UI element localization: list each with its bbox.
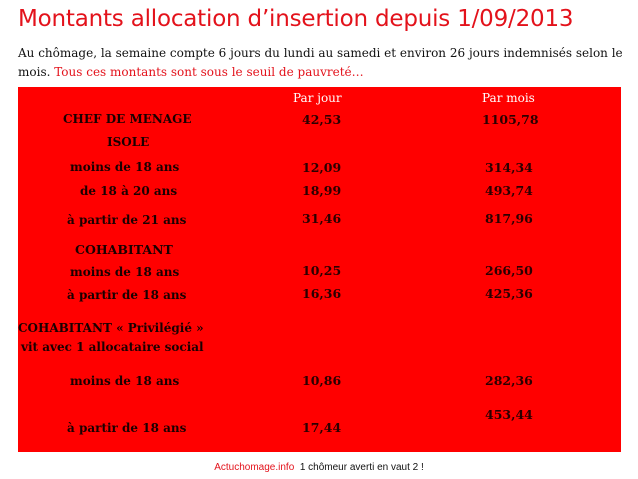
column-header-par-mois: Par mois <box>482 91 535 105</box>
section-sublabel-cohab-privilegie: vit avec 1 allocataire social <box>21 340 204 354</box>
value-isole-moins-18-mois: 314,34 <box>485 160 533 175</box>
row-label-cohab-18: à partir de 18 ans <box>67 288 187 302</box>
section-label-isole: ISOLE <box>107 135 150 149</box>
footer <box>0 462 638 473</box>
value-cohab-moins-18-mois: 266,50 <box>485 263 533 278</box>
value-priv-moins-18-mois: 282,36 <box>485 373 533 388</box>
value-priv-18-mois: 453,44 <box>485 407 533 422</box>
value-priv-18-jour: 17,44 <box>302 420 342 435</box>
column-header-par-jour: Par jour <box>293 91 342 105</box>
value-chef-mois: 1105,78 <box>482 112 539 127</box>
row-label-priv-18: à partir de 18 ans <box>67 421 187 435</box>
row-label-isole-moins-18: moins de 18 ans <box>70 160 180 174</box>
intro-paragraph <box>18 44 628 82</box>
value-cohab-18-mois: 425,36 <box>485 286 533 301</box>
value-isole-18-20-mois: 493,74 <box>485 183 533 198</box>
footer-brand: Actuchomage.info <box>214 462 295 473</box>
value-isole-moins-18-jour: 12,09 <box>302 160 342 175</box>
row-label-priv-moins-18: moins de 18 ans <box>70 374 180 388</box>
value-chef-jour: 42,53 <box>302 112 342 127</box>
footer-text: 1 chômeur averti en vaut 2 ! <box>299 462 424 473</box>
row-label-chef-de-menage: CHEF DE MENAGE <box>63 112 192 126</box>
row-label-cohab-moins-18: moins de 18 ans <box>70 265 180 279</box>
allowance-table <box>18 87 621 452</box>
value-isole-18-20-jour: 18,99 <box>302 183 342 198</box>
page-title: Montants allocation d’insertion depuis 1/09/2013 <box>18 6 574 32</box>
value-cohab-moins-18-jour: 10,25 <box>302 263 342 278</box>
value-priv-moins-18-jour: 10,86 <box>302 373 342 388</box>
value-cohab-18-jour: 16,36 <box>302 286 342 301</box>
row-label-isole-21: à partir de 21 ans <box>67 213 187 227</box>
value-isole-21-mois: 817,96 <box>485 211 533 226</box>
value-isole-21-jour: 31,46 <box>302 211 342 226</box>
intro-text: Au chômage, la semaine compte 6 jours du lundi au samedi et environ 26 jours indemnisés selon le mois. <box>18 46 623 79</box>
intro-highlight: Tous ces montants sont sous le seuil de pauvreté… <box>54 65 364 79</box>
section-label-cohab-privilegie: COHABITANT « Privilégié » <box>18 321 204 335</box>
row-label-isole-18-20: de 18 à 20 ans <box>80 184 178 198</box>
section-label-cohabitant: COHABITANT <box>75 242 173 257</box>
